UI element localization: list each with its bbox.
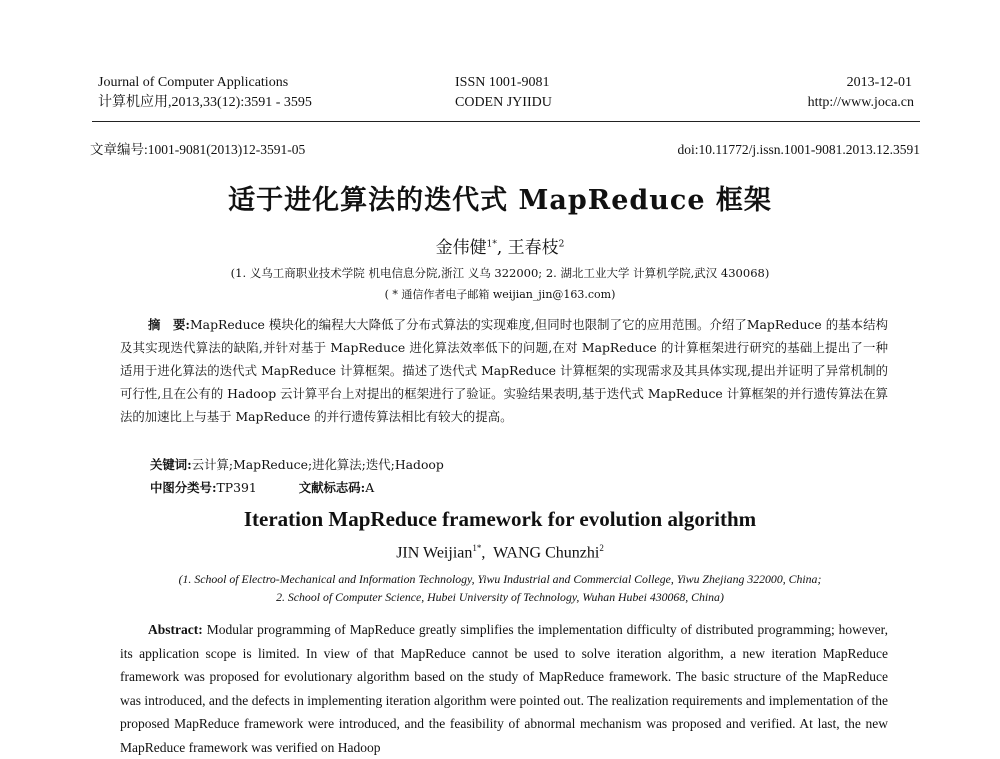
abstract-text-en: Modular programming of MapReduce greatly simplifies the implementation difficulty of distributed programming; however, its application scope is limited. In view of that MapReduce cannot be used to solve iteration algorithm, a new iteration MapReduce framework was proposed for evolutionary algorithm based on the study of MapReduce framework. The basic structure of the MapReduce was introduced, and the defects in implementing iteration algorithm were pointed out. The realization requirements and implementation of the proposed MapReduce framework were introduced, and the feasibility of abnormal mechanism was proposed and verified. At last, the new MapReduce framework was verified on Hadoop xyxy=(120,622,889,755)
author-2-en: WANG Chunzhi xyxy=(493,544,600,562)
abstract-en xyxy=(120,618,888,759)
author-separator-en: , xyxy=(481,544,494,562)
clc-label: 中图分类号: xyxy=(150,480,217,495)
doi: doi:10.11772/j.issn.1001-9081.2013.12.3591 xyxy=(677,142,920,157)
publish-date: 2013-12-01 xyxy=(846,75,912,90)
keywords-zh xyxy=(150,455,444,473)
issn: ISSN 1001-9081 xyxy=(455,75,550,90)
abstract-label-zh: 摘 要: xyxy=(148,317,190,332)
authors-zh xyxy=(0,233,1000,258)
abstract-label-en: Abstract: xyxy=(148,622,203,637)
affiliation-en-2: 2. School of Computer Science, Hubei University of Technology, Wuhan Hubei 430068, China) xyxy=(276,590,724,604)
author-2-zh: 王春枝 xyxy=(507,238,559,258)
author-2-mark-zh: 2 xyxy=(558,239,565,250)
journal-name-en: Journal of Computer Applications xyxy=(98,75,289,90)
authors-en xyxy=(0,543,1000,562)
author-1-mark-zh: 1* xyxy=(486,239,497,250)
coden: CODEN JYIIDU xyxy=(455,95,552,110)
doc-code-label: 文献标志码: xyxy=(298,480,366,495)
keywords-text-zh: 云计算;MapReduce;进化算法;迭代;Hadoop xyxy=(191,457,444,472)
abstract-text-zh: MapReduce 模块化的编程大大降低了分布式算法的实现难度,但同时也限制了它的应用范围。介绍了MapReduce 的基本结构及其实现迭代算法的缺陷,并针对基于 MapReduce 进化算法效率低下的问题,在对 MapReduce 的计算框架进行研究的基础上提出了一种适用于进化算法的迭代式 MapReduce 计算框架。描述了迭代式 MapReduce 计算框架的实现需求及其具体实现,提出并证明了异常机制的可行性,且在公有的 Hadoop 云计算平台上对提出的框架进行了验证。实验结果表明,基于迭代式 MapReduce 计算框架的并行遗传算法在算法的加速比上与基于 MapReduce 的并行遗传算法相比有较大的提高。 xyxy=(120,317,888,424)
page-title-en: Iteration MapReduce framework for evolution algorithm xyxy=(243,507,757,531)
journal-citation-zh: 计算机应用,2013,33(12):3591 - 3595 xyxy=(98,95,312,110)
page-title-zh: 适于进化算法的迭代式 MapReduce 框架 xyxy=(228,185,772,216)
author-separator-zh: , xyxy=(496,238,508,258)
clc-value: TP391 xyxy=(216,480,257,495)
author-2-mark-en: 2 xyxy=(599,543,604,553)
article-number: 文章编号:1001-9081(2013)12-3591-05 xyxy=(90,142,306,157)
affiliation-zh: (1. 义乌工商职业技术学院 机电信息分院,浙江 义乌 322000; 2. 湖北工业大学 计算机学院,武汉 430068) xyxy=(230,266,770,280)
author-1-mark-en: 1* xyxy=(472,543,482,553)
abstract-zh xyxy=(120,313,888,428)
affiliation-en-1: (1. School of Electro-Mechanical and Information Technology, Yiwu Industrial and Commercial College, Yiwu Zhejiang 322000, China; xyxy=(178,572,822,586)
author-1-en: JIN Weijian xyxy=(396,544,473,562)
classification-zh xyxy=(150,478,374,496)
corresponding-email: ( * 通信作者电子邮箱 weijian_jin@163.com) xyxy=(384,288,616,301)
keywords-label-zh: 关键词: xyxy=(150,457,192,472)
doc-code-value: A xyxy=(365,480,375,495)
author-1-zh: 金伟健 xyxy=(435,238,487,258)
header-rule xyxy=(92,121,920,122)
journal-url: http://www.joca.cn xyxy=(807,95,914,110)
